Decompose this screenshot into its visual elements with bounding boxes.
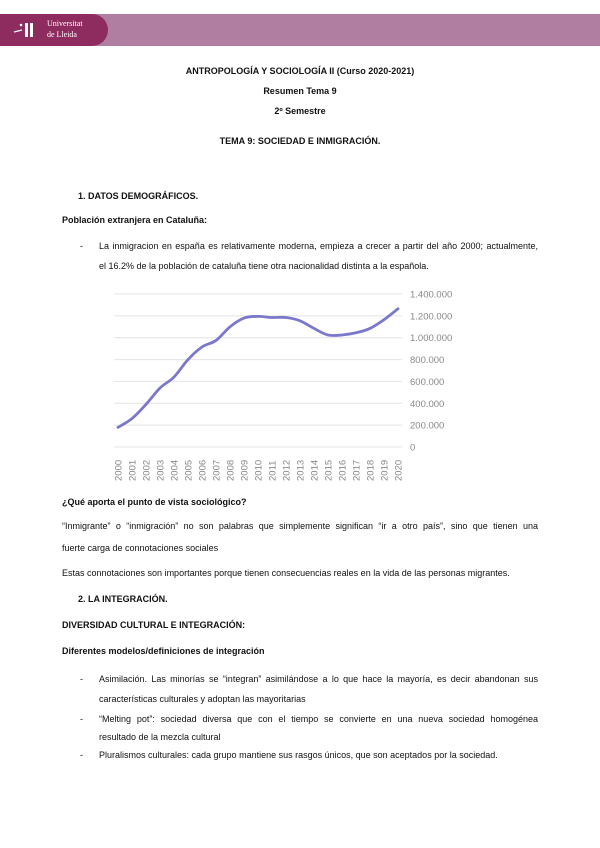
- summary-title: Resumen Tema 9: [263, 86, 337, 96]
- x-tick-label: 2008: [225, 459, 237, 481]
- x-tick-label: 2016: [337, 459, 349, 481]
- x-tick-label: 2012: [281, 459, 293, 481]
- x-tick-label: 2009: [239, 459, 251, 481]
- sociology-paragraph1-line1: “Inmigrante” o “inmigración” no son palabras que simplemente significan “ir a otro país”, sino que tienen una: [62, 521, 538, 531]
- x-tick-label: 2015: [323, 459, 335, 481]
- population-chart: [100, 283, 470, 483]
- bullet-marker: -: [80, 674, 83, 684]
- section2-heading: 2. LA INTEGRACIÓN.: [78, 594, 168, 604]
- x-tick-label: 2006: [197, 459, 209, 481]
- x-tick-label: 2005: [183, 459, 195, 481]
- x-tick-label: 2003: [155, 459, 167, 481]
- x-tick-label: 2007: [211, 459, 223, 481]
- x-tick-label: 2004: [169, 459, 181, 481]
- sociology-paragraph1-line2: fuerte carga de connotaciones sociales: [62, 543, 219, 553]
- x-tick-label: 2019: [379, 459, 391, 481]
- immigration-paragraph-line2: el 16.2% de la población de cataluña tiene otra nacionalidad distinta a la española.: [99, 261, 429, 271]
- university-name-line2: de Lleida: [47, 30, 77, 39]
- x-tick-label: 2010: [253, 459, 265, 481]
- x-tick-label: 2001: [127, 459, 139, 481]
- bullet-marker: -: [80, 241, 83, 251]
- y-tick-label: 0: [410, 442, 416, 454]
- section1-subheading: Población extranjera en Cataluña:: [62, 215, 208, 225]
- section1-heading: 1. DATOS DEMOGRÁFICOS.: [78, 191, 199, 201]
- immigration-paragraph-line1: La inmigracion en españa es relativamente moderna, empieza a crecer a partir del año 2000; actualmente,: [99, 241, 538, 251]
- integration-models-title: Diferentes modelos/definiciones de integración: [62, 646, 265, 656]
- melting-pot-item-line2: resultado de la mezcla cultural: [99, 732, 221, 742]
- y-tick-label: 1.000.000: [410, 333, 453, 345]
- y-tick-label: 600.000: [410, 376, 445, 388]
- university-crest-icon: [12, 20, 42, 40]
- bullet-marker: -: [80, 714, 83, 724]
- y-tick-label: 200.000: [410, 420, 445, 432]
- x-tick-label: 2000: [113, 459, 125, 481]
- y-tick-label: 1.200.000: [410, 311, 453, 323]
- semester-title: 2º Semestre: [274, 106, 326, 116]
- university-name: [47, 18, 83, 40]
- topic-title: TEMA 9: SOCIEDAD E INMIGRACIÓN.: [219, 136, 381, 146]
- section2-subheading: DIVERSIDAD CULTURAL E INTEGRACIÓN:: [62, 620, 246, 630]
- x-tick-label: 2013: [295, 459, 307, 481]
- bullet-marker: -: [80, 750, 83, 760]
- x-tick-label: 2017: [351, 459, 363, 481]
- assimilation-item-line2: características culturales y adoptan las mayoritarias: [99, 694, 306, 704]
- x-tick-label: 2014: [309, 459, 321, 481]
- y-tick-label: 800.000: [410, 355, 445, 367]
- pluralism-item: Pluralismos culturales: cada grupo mantiene sus rasgos únicos, que son aceptados por la sociedad.: [99, 750, 498, 760]
- course-title: ANTROPOLOGÍA Y SOCIOLOGÍA II (Curso 2020-2021): [185, 66, 415, 76]
- x-tick-label: 2020: [393, 459, 405, 481]
- sociology-question: ¿Qué aporta el punto de vista sociológico?: [62, 497, 247, 507]
- y-tick-label: 1.400.000: [410, 289, 453, 301]
- university-name-line1: Universitat: [47, 19, 83, 28]
- x-tick-label: 2011: [267, 460, 279, 481]
- x-tick-label: 2002: [141, 459, 153, 481]
- x-tick-label: 2018: [365, 459, 377, 481]
- assimilation-item-line1: Asimilación. Las minorías se “integran” asimilándose a lo que hace la mayoría, es decir abandonan sus: [99, 674, 538, 684]
- sociology-paragraph2: Estas connotaciones son importantes porque tienen consecuencias reales en la vida de las personas migrantes.: [62, 568, 510, 578]
- melting-pot-item-line1: “Melting pot”: sociedad diversa que con el tiempo se convierte en una nueva sociedad homogénea: [99, 714, 538, 724]
- y-tick-label: 400.000: [410, 398, 445, 410]
- population-series-line: [118, 309, 398, 428]
